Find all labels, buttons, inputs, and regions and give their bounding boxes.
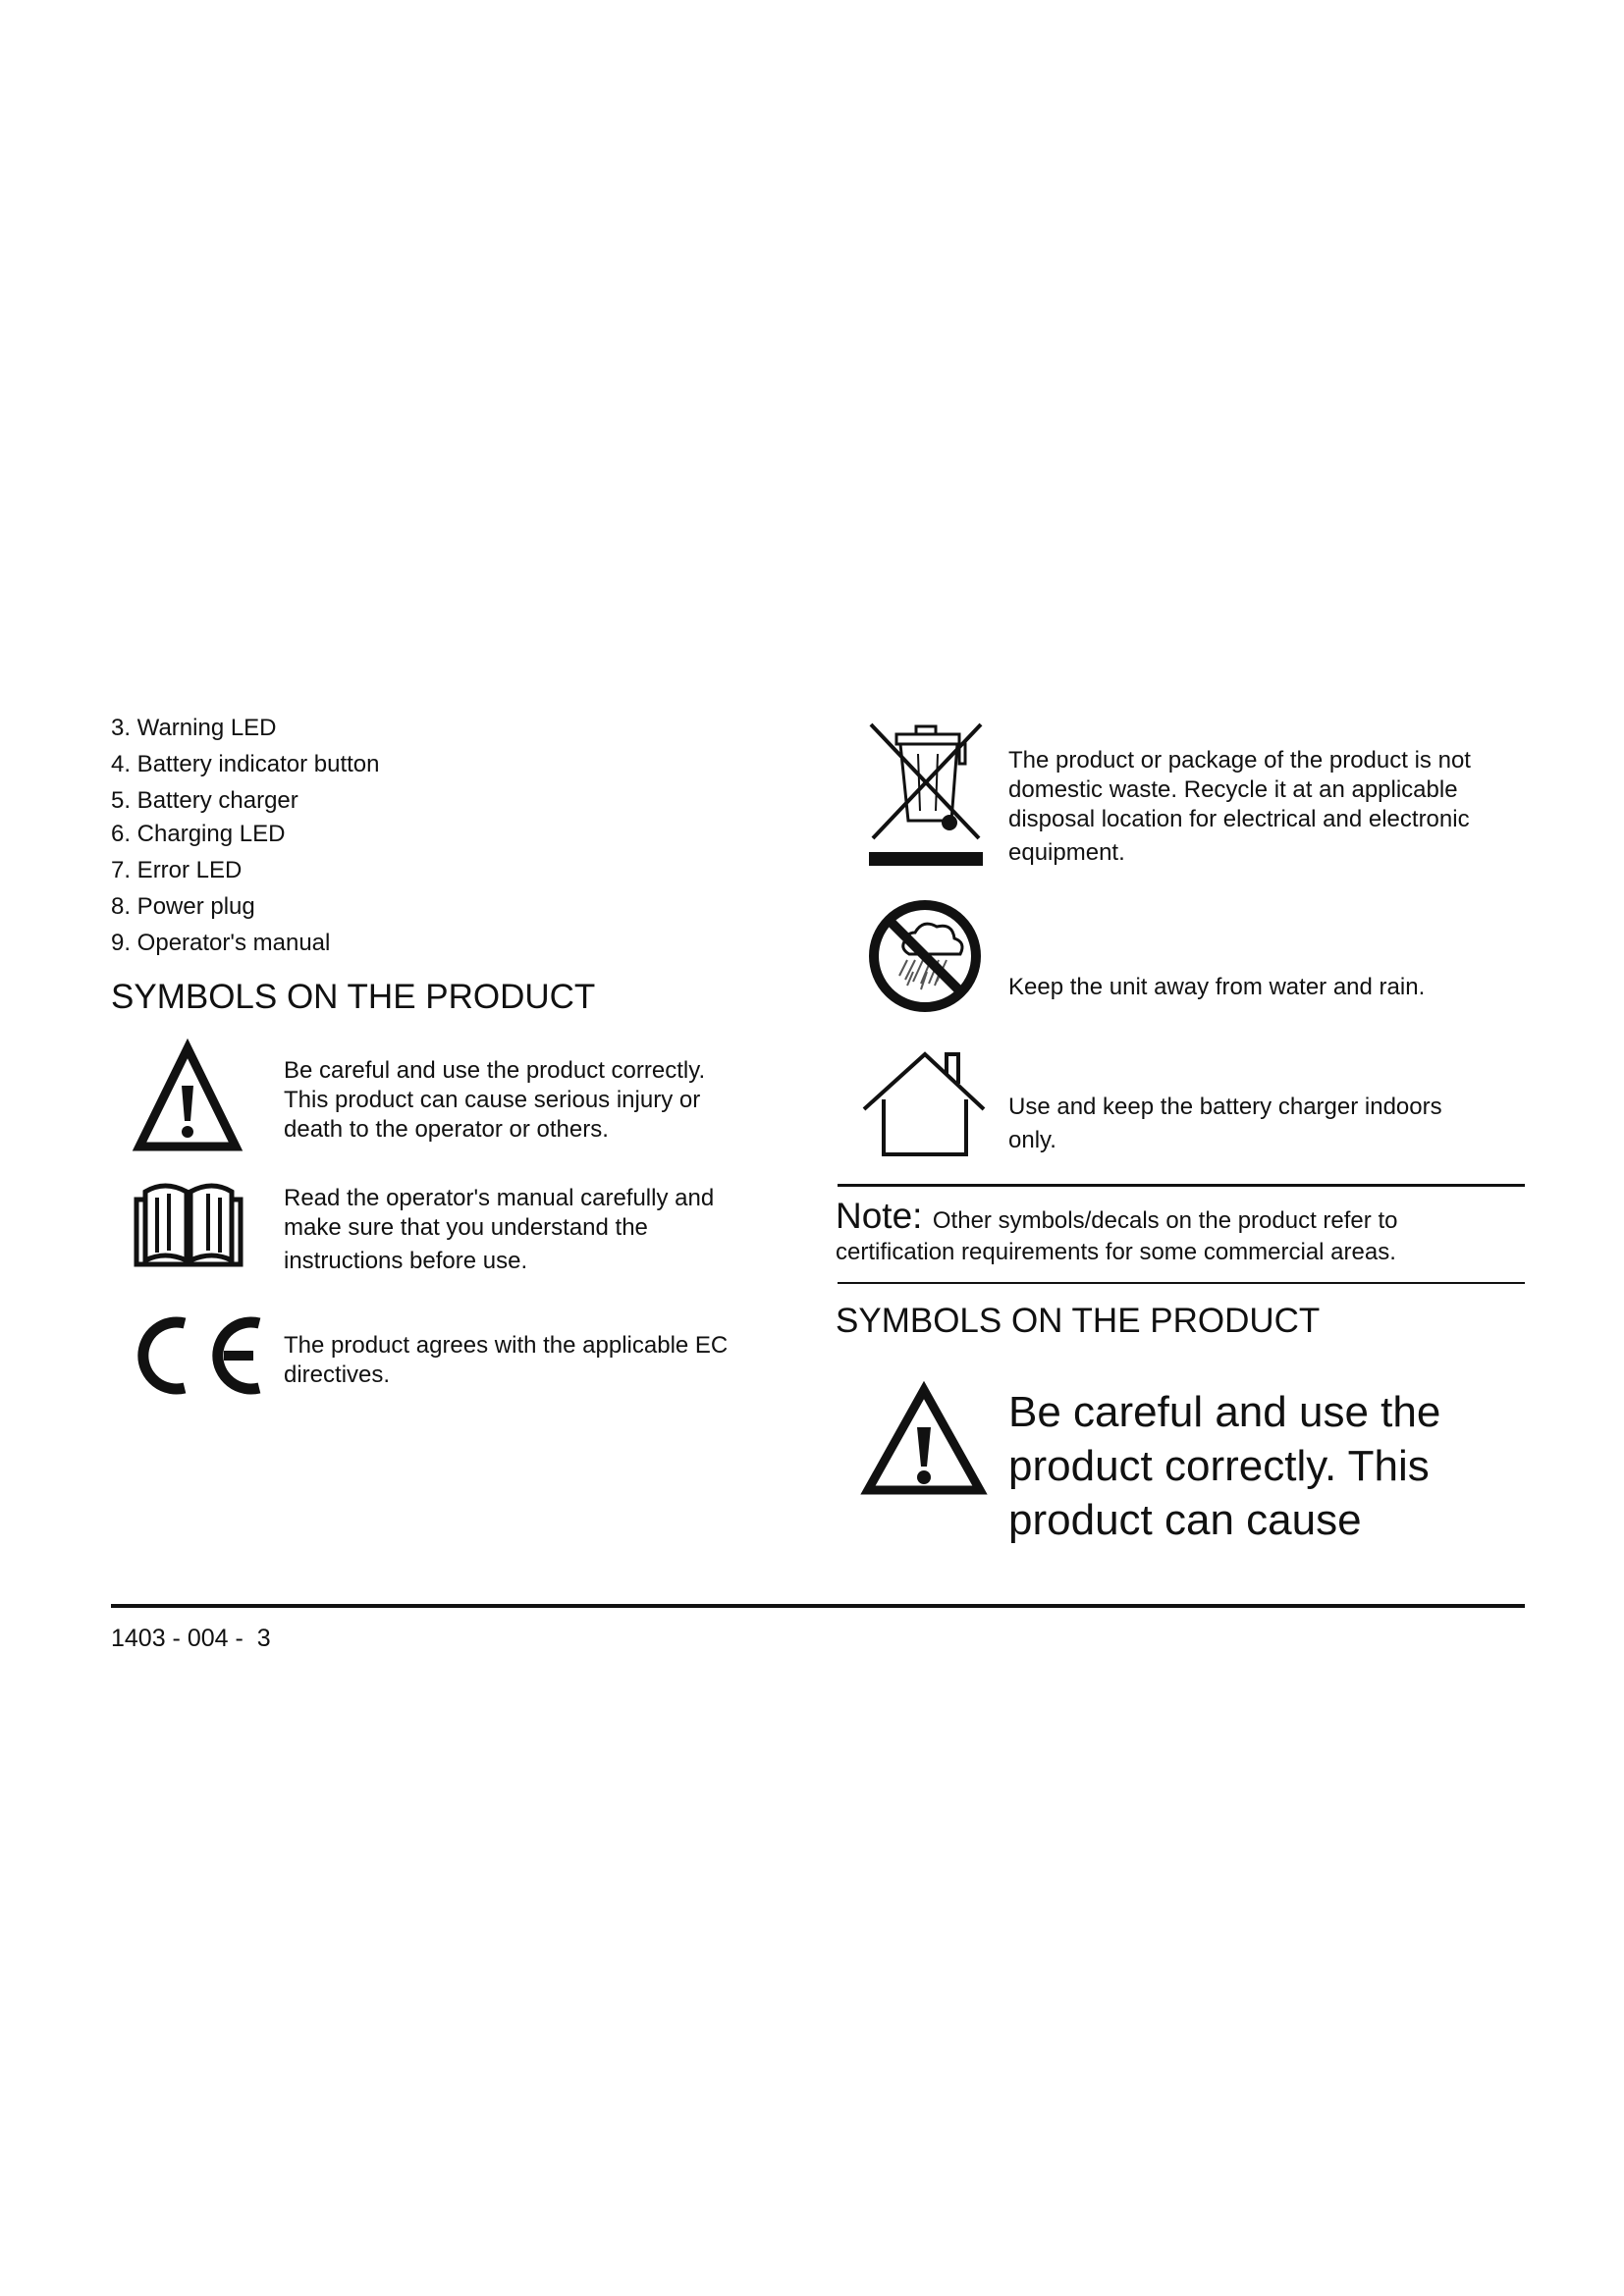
list-item: 3. Warning LED: [111, 715, 277, 741]
symbol-description: Read the operator's manual carefully and make sure that you understand the instructions before use.: [284, 1185, 715, 1274]
list-item: 7. Error LED: [111, 857, 243, 883]
symbol-description: The product agrees with the applicable EC directives.: [284, 1332, 729, 1388]
list-item: 8. Power plug: [111, 893, 255, 920]
page-number: 1403 - 004 - 3: [111, 1625, 271, 1652]
section-heading: SYMBOLS ON THE PRODUCT: [111, 978, 596, 1016]
section-heading: SYMBOLS ON THE PRODUCT: [836, 1302, 1321, 1340]
list-item: 9. Operator's manual: [111, 930, 331, 956]
crossed-out-wheelie-bin-icon: [867, 722, 985, 868]
note-text: certification requirements for some commercial areas.: [836, 1239, 1396, 1265]
warning-triangle-icon: [134, 1042, 242, 1152]
symbol-description: Be careful and use the product correctly. This product can cause: [1008, 1388, 1441, 1544]
divider: [838, 1184, 1525, 1187]
footer-rule: [111, 1604, 1525, 1608]
symbol-description: Use and keep the battery charger indoors only.: [1008, 1094, 1442, 1153]
symbol-description: The product or package of the product is not domestic waste. Recycle it at an applicable disposal location for electrical and electronic equipment.: [1008, 747, 1471, 866]
list-item: 5. Battery charger: [111, 787, 298, 814]
no-rain-icon: [868, 899, 982, 1013]
list-item: 4. Battery indicator button: [111, 751, 380, 777]
house-indoors-icon: [860, 1050, 988, 1158]
note-label: Note:: [836, 1196, 923, 1236]
symbol-description: Keep the unit away from water and rain.: [1008, 974, 1426, 1000]
list-item: 6. Charging LED: [111, 821, 286, 847]
warning-triangle-icon: [860, 1382, 988, 1498]
divider: [838, 1282, 1525, 1284]
note: [836, 1196, 1397, 1237]
symbol-description: Be careful and use the product correctly. This product can cause serious injury or death to the operator or others.: [284, 1057, 706, 1143]
note-text: Other symbols/decals on the product refer to: [932, 1207, 1398, 1234]
open-book-icon: [134, 1178, 244, 1268]
ce-mark-icon: [134, 1311, 265, 1400]
